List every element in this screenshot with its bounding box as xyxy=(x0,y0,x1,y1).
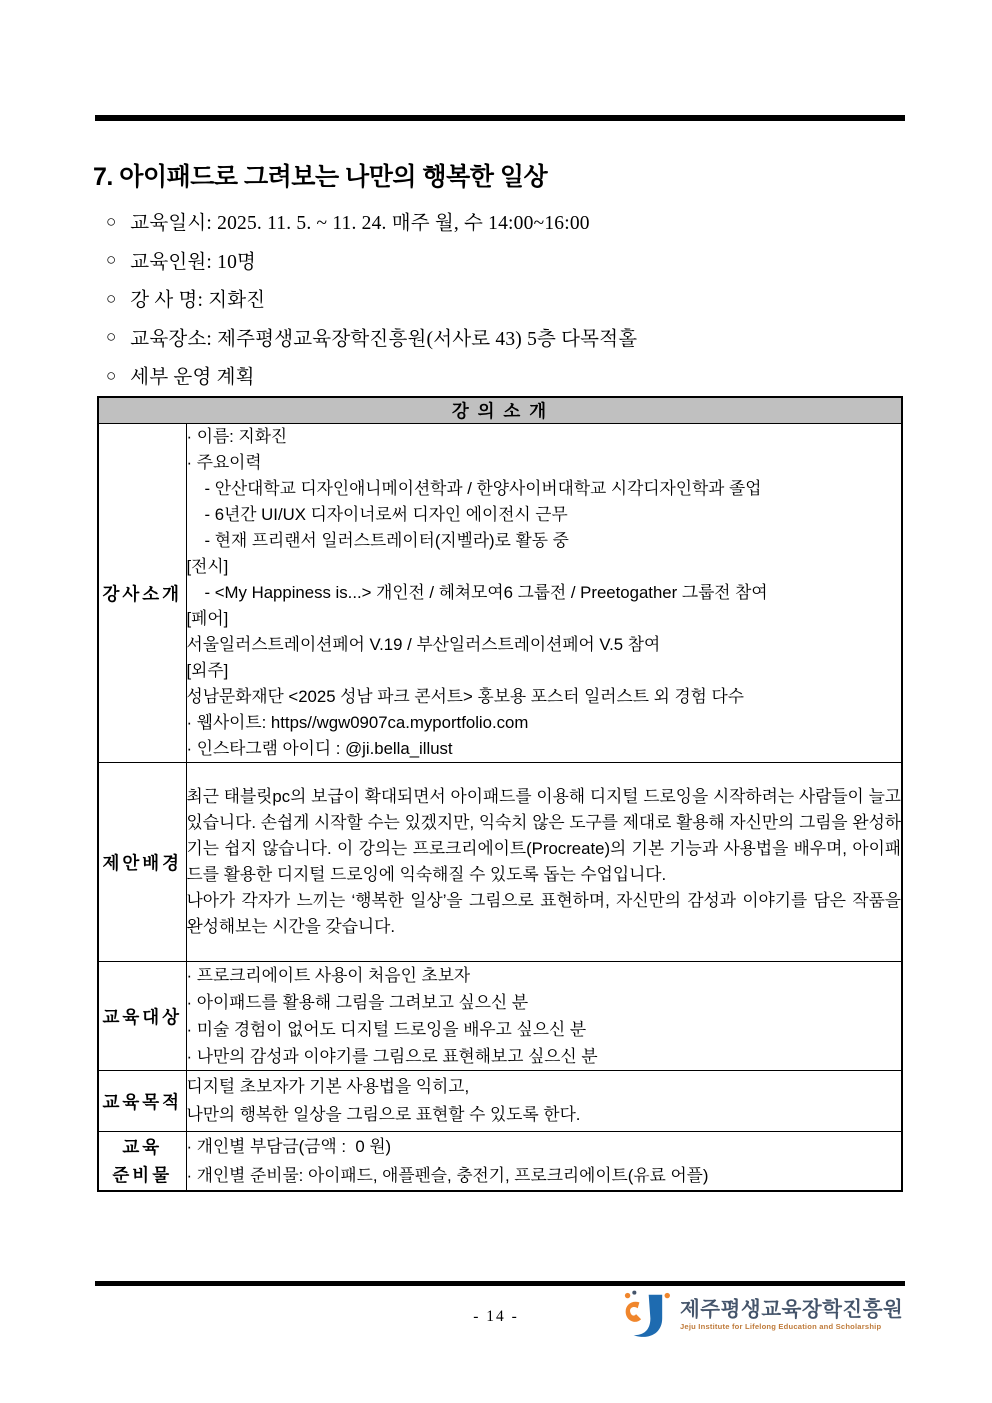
text-line: 디지털 초보자가 기본 사용법을 익히고, xyxy=(186,1077,470,1096)
proposal-background-cell xyxy=(186,763,902,962)
list-item-text: 세부 운영 계획 xyxy=(130,367,255,389)
org-logo-text xyxy=(680,1298,903,1332)
row-label-supplies: 교육 준비물 xyxy=(98,1132,186,1192)
text-line: · 이름: 지화진 xyxy=(186,427,288,446)
website-line: · 웹사이트: https//wgw0907ca.myportfolio.com xyxy=(186,713,529,732)
text-line: - 6년간 UI/UX 디자이너로써 디자인 에이전시 근무 xyxy=(204,505,568,524)
text-line: [외주] xyxy=(186,661,229,680)
table-row-target xyxy=(98,962,902,1071)
list-item xyxy=(106,279,637,318)
circle-bullet-icon: ○ xyxy=(106,211,117,231)
page-title: 7. 아이패드로 그려보는 나만의 행복한 일상 xyxy=(93,163,548,191)
table-row-instructor xyxy=(98,424,902,763)
text-line: · 주요이력 xyxy=(186,453,262,472)
table-row-supplies xyxy=(98,1132,902,1192)
instructor-profile-cell xyxy=(186,424,902,763)
circle-bullet-icon: ○ xyxy=(106,365,117,385)
table-header: 강 의 소 개 xyxy=(98,397,902,424)
row-label-target: 교육대상 xyxy=(98,962,186,1071)
circle-bullet-icon: ○ xyxy=(106,327,117,347)
info-list xyxy=(106,202,637,395)
course-intro-table xyxy=(97,396,903,1192)
text-line: 나만의 행복한 일상을 그림으로 표현할 수 있도록 한다. xyxy=(186,1105,581,1124)
row-label-background: 제안배경 xyxy=(98,763,186,962)
text-line: [페어] xyxy=(186,609,229,628)
org-logo-mark-icon xyxy=(620,1287,674,1343)
paragraph: 최근 태블릿pc의 보급이 확대되면서 아이패드를 이용해 디지털 드로잉을 시작하려는 사람들이 늘고 있습니다. 손쉽게 시작할 수는 있겠지만, 익숙치 않은 도구를 제대로 활용해 자신만의 그림을 완성하기는 쉽지 않습니다. 이 강의는 프로크리에이트(Procreate)의 기본 기능과 사용법을 배우며, 아이패드를 활용한 디지털 드로잉에 익숙해질 수 있도록 돕는 수업입니다. xyxy=(186,787,901,884)
org-name-english: Jeju Institute for Lifelong Education and Scholarship xyxy=(680,1322,882,1331)
circle-bullet-icon: ○ xyxy=(106,288,117,308)
text-line: · 개인별 준비물: 아이패드, 애플펜슬, 충전기, 프로크리에이트(유료 어플) xyxy=(186,1166,709,1185)
text-line: - 안산대학교 디자인애니메이션학과 / 한양사이버대학교 시각디자인학과 졸업 xyxy=(204,479,762,498)
row-label-instructor: 강사소개 xyxy=(98,424,186,763)
text-line: [전시] xyxy=(186,557,229,576)
text-line: · 프로크리에이트 사용이 처음인 초보자 xyxy=(186,966,471,985)
text-line: · 미술 경험이 없어도 디지털 드로잉을 배우고 싶으신 분 xyxy=(186,1020,587,1039)
text-line: - 현재 프리랜서 일러스트레이터(지벨라)로 활동 중 xyxy=(204,531,569,550)
circle-bullet-icon: ○ xyxy=(106,250,117,270)
text-line: · 개인별 부담금(금액 : 0 원) xyxy=(186,1137,392,1156)
education-supplies-cell xyxy=(186,1132,902,1192)
table-row-goal xyxy=(98,1071,902,1132)
list-item xyxy=(106,318,637,357)
org-name-korean: 제주평생교육장학진흥원 xyxy=(680,1298,904,1321)
text-line: · 나만의 감성과 이야기를 그림으로 표현해보고 싶으신 분 xyxy=(186,1047,598,1066)
table-header-row xyxy=(98,397,902,424)
row-label-goal: 교육목적 xyxy=(98,1071,186,1132)
top-divider xyxy=(95,115,905,121)
instagram-line: · 인스타그램 아이디 : @ji.bella_illust xyxy=(186,739,453,758)
list-item-text: 교육인원: 10명 xyxy=(130,251,257,273)
education-goal-cell xyxy=(186,1071,902,1132)
list-item xyxy=(106,241,637,280)
text-line: 성남문화재단 <2025 성남 파크 콘서트> 홍보용 포스터 일러스트 외 경험 다수 xyxy=(186,687,744,706)
education-target-cell xyxy=(186,962,902,1071)
list-item-text: 강 사 명: 지화진 xyxy=(130,290,266,312)
org-logo xyxy=(620,1286,904,1344)
table-row-background xyxy=(98,763,902,962)
list-item xyxy=(106,356,637,395)
list-item xyxy=(106,202,637,241)
text-line: - <My Happiness is...> 개인전 / 헤쳐모여6 그룹전 / Preetogather 그룹전 참여 xyxy=(204,583,768,602)
page-number: - 14 - xyxy=(473,1308,519,1325)
text-line: 서울일러스트레이션페어 V.19 / 부산일러스트레이션페어 V.5 참여 xyxy=(186,635,661,654)
list-item-text: 교육장소: 제주평생교육장학진흥원(서사로 43) 5층 다목적홀 xyxy=(130,328,638,350)
text-line: · 아이패드를 활용해 그림을 그려보고 싶으신 분 xyxy=(186,993,529,1012)
list-item-text: 교육일시: 2025. 11. 5. ~ 11. 24. 매주 월, 수 14:00~16:00 xyxy=(130,213,590,235)
paragraph: 나아가 각자가 느끼는 ‘행복한 일상’을 그림으로 표현하며, 자신만의 감성과 이야기를 담은 작품을 완성해보는 시간을 갖습니다. xyxy=(186,891,901,936)
